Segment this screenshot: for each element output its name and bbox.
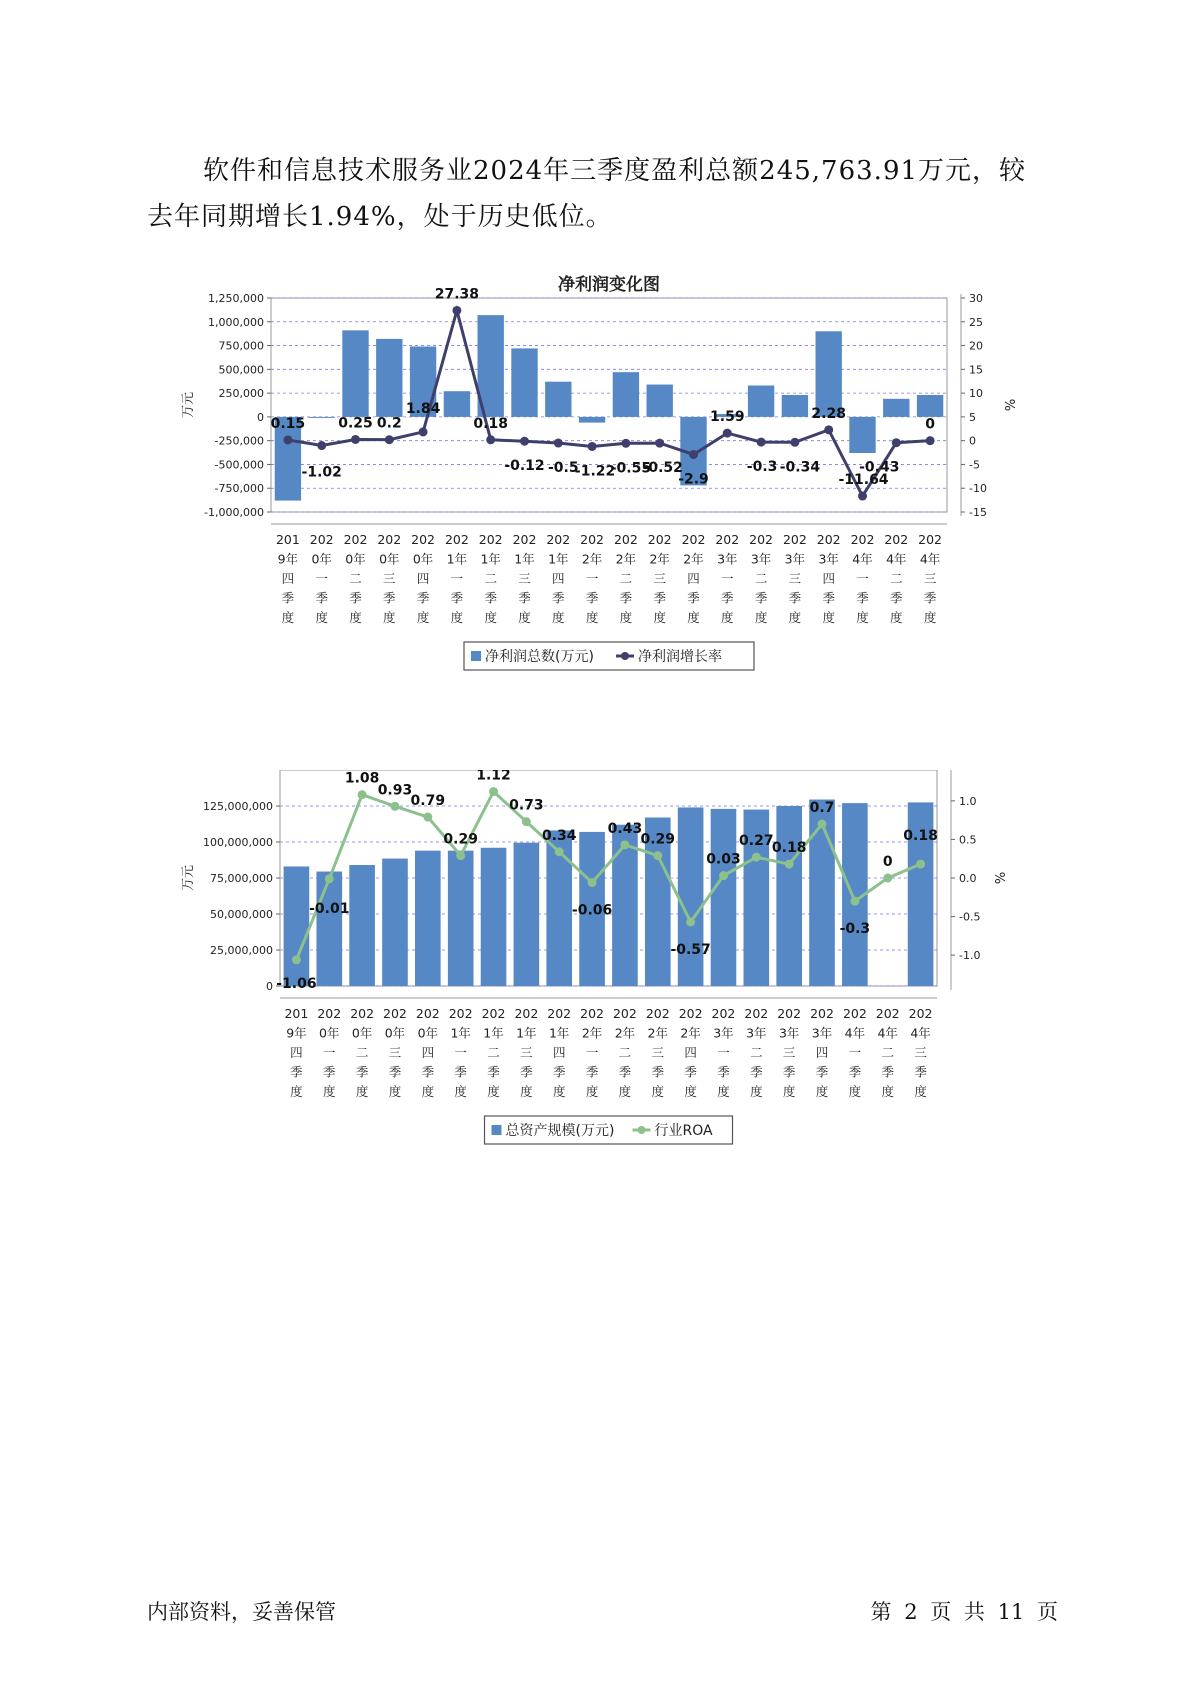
line-point — [752, 853, 761, 862]
y-tick-label: 750,000 — [218, 339, 264, 353]
line-point — [588, 442, 597, 451]
y2-tick-label: 15 — [969, 363, 983, 377]
legend-bar-label: 净利润总数(万元) — [485, 649, 594, 665]
total-assets-chart-svg — [150, 770, 1050, 1210]
y-tick-label: 250,000 — [218, 387, 264, 401]
legend-bar-swatch — [471, 651, 481, 661]
x-tick-label: 202 3年四季度 — [810, 1006, 834, 1099]
point-value-label: 0.2 — [376, 415, 402, 432]
point-value-label: 0.73 — [509, 797, 544, 814]
x-tick-label: 202 2年一季度 — [580, 532, 605, 625]
bar — [776, 806, 802, 986]
x-tick-label: 202 0年二季度 — [350, 1006, 375, 1099]
point-value-label: -0.57 — [670, 941, 711, 958]
bar — [511, 348, 537, 416]
x-tick-label: 202 4年二季度 — [884, 532, 909, 625]
point-value-label: -0.34 — [779, 459, 821, 476]
line-point — [757, 438, 766, 447]
bar — [883, 399, 909, 417]
x-tick-label: 201 9年四季度 — [284, 1006, 309, 1099]
x-tick-label: 202 3年四季度 — [816, 532, 841, 625]
line-point — [883, 874, 892, 883]
x-tick-label: 202 2年四季度 — [681, 532, 706, 625]
x-tick-label: 202 1年四季度 — [546, 532, 571, 625]
y-tick-label: 125,000,000 — [203, 800, 273, 813]
line-point — [916, 860, 925, 869]
bar — [309, 417, 335, 418]
bar — [849, 417, 875, 453]
line-point — [452, 306, 461, 315]
line-point — [489, 787, 498, 796]
line-point — [858, 492, 867, 501]
line-point — [621, 439, 630, 448]
x-tick-label: 202 3年一季度 — [711, 1006, 736, 1099]
line-point — [456, 851, 465, 860]
line-point — [554, 439, 563, 448]
y-tick-label: 75,000,000 — [210, 872, 273, 885]
point-value-label: -0.5 — [547, 460, 579, 477]
line-point — [325, 874, 334, 883]
point-value-label: 1.59 — [710, 409, 745, 426]
line-point — [522, 817, 531, 826]
y-tick-label: 50,000,000 — [210, 908, 273, 921]
line-point — [689, 450, 698, 459]
bar — [579, 417, 605, 423]
point-value-label: -1.22 — [574, 463, 616, 480]
point-value-label: 0.15 — [270, 415, 306, 432]
line-point — [653, 851, 662, 860]
x-tick-label: 202 0年一季度 — [317, 1006, 342, 1099]
y2-tick-label: 25 — [969, 315, 983, 329]
x-tick-label: 202 1年三季度 — [512, 532, 537, 625]
x-tick-label: 202 3年一季度 — [715, 532, 740, 625]
y-tick-label: 1,000,000 — [208, 315, 264, 329]
chart-title: 净利润变化图 — [558, 275, 660, 295]
y2-tick-label: -0.5 — [959, 910, 981, 924]
x-tick-label: 202 2年一季度 — [580, 1006, 605, 1099]
y-tick-label: 25,000,000 — [210, 944, 273, 957]
y-tick-label: 0 — [266, 980, 273, 993]
y-axis-label: 万元 — [181, 391, 196, 419]
line-point — [655, 439, 664, 448]
line-point — [419, 427, 428, 436]
point-value-label: -0.43 — [859, 459, 900, 476]
x-tick-label: 201 9年四季度 — [275, 532, 300, 625]
bar — [415, 851, 441, 986]
net-profit-chart — [150, 270, 1050, 710]
y-tick-label: -1,000,000 — [204, 506, 264, 519]
bar — [376, 339, 402, 417]
line-point — [292, 955, 301, 964]
y2-tick-label: 0 — [969, 434, 976, 448]
bar — [545, 382, 571, 417]
point-value-label: 2.28 — [811, 405, 846, 422]
y2-axis-label: % — [1004, 398, 1019, 412]
line-point — [390, 802, 399, 811]
line-point — [358, 790, 367, 799]
y-tick-label: 500,000 — [218, 363, 264, 377]
y-tick-label: -750,000 — [214, 482, 264, 496]
y2-tick-label: 1.0 — [959, 794, 977, 808]
bar — [748, 386, 774, 417]
bar — [613, 372, 639, 417]
line-point — [824, 425, 833, 434]
x-tick-label: 202 2年三季度 — [645, 1006, 670, 1099]
point-value-label: 0.18 — [903, 828, 938, 845]
x-tick-label: 202 4年三季度 — [908, 1006, 933, 1099]
line-point — [423, 813, 432, 822]
point-value-label: -0.06 — [571, 902, 613, 919]
footer-confidential: 内部资料，妥善保管 — [147, 1600, 336, 1624]
line-point — [892, 438, 901, 447]
point-value-label: -11.64 — [838, 472, 889, 489]
point-value-label: 0 — [882, 854, 893, 870]
point-value-label: -0.01 — [309, 900, 350, 917]
x-tick-label: 202 0年一季度 — [309, 532, 334, 625]
x-tick-label: 202 1年一季度 — [448, 1006, 473, 1099]
y-tick-label: 100,000,000 — [203, 836, 273, 849]
line-point — [351, 435, 360, 444]
x-tick-label: 202 3年三季度 — [782, 532, 807, 625]
y2-tick-label: 20 — [969, 339, 983, 353]
point-value-label: -0.55 — [610, 460, 652, 477]
bar — [284, 866, 310, 986]
x-tick-label: 202 4年一季度 — [842, 1006, 867, 1099]
point-value-label: 0.27 — [739, 833, 774, 850]
point-value-label: -0.12 — [504, 458, 545, 475]
net-profit-chart-svg — [150, 270, 1050, 710]
point-value-label: 0.25 — [338, 415, 373, 432]
point-value-label: 27.38 — [434, 286, 480, 303]
legend-bar-label: 总资产规模(万元) — [505, 1123, 615, 1139]
line-point — [926, 436, 935, 445]
y2-tick-label: 5 — [969, 410, 976, 424]
x-tick-label: 202 1年四季度 — [547, 1006, 572, 1099]
line-point — [283, 435, 292, 444]
point-value-label: 0.79 — [410, 793, 446, 810]
total-assets-chart — [150, 770, 1050, 1210]
y2-axis-label: % — [994, 871, 1009, 885]
x-tick-label: 202 2年二季度 — [613, 532, 638, 625]
x-tick-label: 202 3年三季度 — [777, 1006, 802, 1099]
line-point — [723, 429, 732, 438]
point-value-label: 0.29 — [640, 831, 676, 848]
x-tick-label: 202 1年一季度 — [444, 532, 469, 625]
x-tick-label: 202 1年三季度 — [514, 1006, 539, 1099]
x-tick-label: 202 3年二季度 — [744, 1006, 769, 1099]
line-point — [850, 897, 859, 906]
x-tick-label: 202 4年三季度 — [918, 532, 943, 625]
x-tick-label: 202 0年三季度 — [383, 1006, 407, 1099]
bar — [711, 809, 737, 986]
legend-bar-swatch — [492, 1125, 502, 1135]
x-tick-label: 202 1年二季度 — [478, 532, 503, 625]
x-tick-label: 202 0年二季度 — [343, 532, 368, 625]
y-tick-label: -500,000 — [214, 458, 264, 472]
bar — [316, 872, 342, 986]
y2-tick-label: 10 — [969, 387, 983, 401]
y-tick-label: 1,250,000 — [208, 292, 264, 305]
line-point — [790, 438, 799, 447]
x-tick-label: 202 1年二季度 — [481, 1006, 506, 1099]
point-value-label: 0.29 — [443, 831, 478, 848]
line-point — [385, 435, 394, 444]
legend-line-label: 净利润增长率 — [638, 649, 722, 665]
intro-text: 软件和信息技术服务业2024年三季度盈利总额245,763.91万元，较去年同期增长1.94%，处于历史低位。 — [147, 156, 1027, 232]
point-value-label: -1.06 — [276, 975, 317, 992]
x-tick-label: 202 0年四季度 — [415, 1006, 440, 1099]
point-value-label: -2.9 — [678, 471, 709, 488]
y2-tick-label: 0.5 — [959, 833, 977, 847]
bar — [678, 807, 704, 986]
point-value-label: 1.12 — [476, 770, 511, 784]
y2-tick-label: -15 — [969, 506, 987, 519]
legend-line-marker — [638, 1126, 646, 1134]
point-value-label: 0.7 — [809, 800, 835, 816]
bar — [481, 848, 507, 986]
point-value-label: 0.18 — [473, 415, 508, 432]
bar — [349, 865, 375, 986]
intro-paragraph — [147, 148, 1047, 240]
point-value-label: 1.84 — [405, 400, 441, 417]
point-value-label: 0.03 — [706, 851, 741, 868]
line-point — [785, 860, 794, 869]
bar — [444, 391, 470, 417]
footer-page-number: 第 2 页 共 11 页 — [870, 1600, 1058, 1624]
point-value-label: 0.34 — [541, 827, 577, 844]
x-tick-label: 202 3年二季度 — [749, 532, 774, 625]
y2-tick-label: 0.0 — [959, 872, 977, 885]
y-tick-label: -250,000 — [214, 434, 264, 448]
point-value-label: -0.3 — [839, 921, 871, 938]
point-value-label: 0.93 — [377, 782, 413, 799]
bar — [342, 330, 368, 417]
x-tick-label: 202 0年四季度 — [411, 532, 436, 625]
line-point — [555, 847, 564, 856]
y-tick-label: 0 — [257, 410, 264, 424]
point-value-label: -0.52 — [642, 460, 683, 477]
legend-line-label: 行业ROA — [654, 1123, 713, 1139]
bar — [816, 331, 842, 417]
line-point — [486, 435, 495, 444]
x-tick-label: 202 2年二季度 — [612, 1006, 637, 1099]
line-point — [317, 441, 326, 450]
line-point — [588, 878, 597, 887]
y2-tick-label: -10 — [969, 482, 987, 496]
bar — [782, 395, 808, 417]
bar — [514, 843, 540, 986]
y2-tick-label: 30 — [969, 292, 983, 305]
bar — [448, 851, 474, 986]
y-axis-label: 万元 — [181, 864, 196, 892]
bar — [382, 859, 408, 986]
point-value-label: 0.43 — [607, 820, 643, 837]
line-point — [520, 437, 529, 446]
x-tick-label: 202 4年一季度 — [850, 532, 875, 625]
point-value-label: 1.08 — [344, 770, 380, 787]
x-tick-label: 202 4年二季度 — [875, 1006, 900, 1099]
line-point — [719, 871, 728, 880]
point-value-label: -1.02 — [301, 464, 342, 481]
point-value-label: 0.18 — [771, 840, 807, 857]
bar — [917, 395, 943, 417]
point-value-label: 0 — [925, 416, 935, 433]
y2-tick-label: -1.0 — [959, 949, 981, 963]
x-tick-label: 202 2年三季度 — [647, 532, 672, 625]
x-tick-label: 202 0年三季度 — [377, 532, 402, 625]
line-point — [818, 820, 827, 829]
line-point — [620, 840, 629, 849]
x-tick-label: 202 2年四季度 — [678, 1006, 703, 1099]
legend-line-marker — [621, 652, 629, 660]
line-point — [686, 917, 695, 926]
bar — [647, 385, 673, 417]
y2-tick-label: -5 — [969, 458, 980, 472]
point-value-label: -0.3 — [746, 459, 778, 476]
